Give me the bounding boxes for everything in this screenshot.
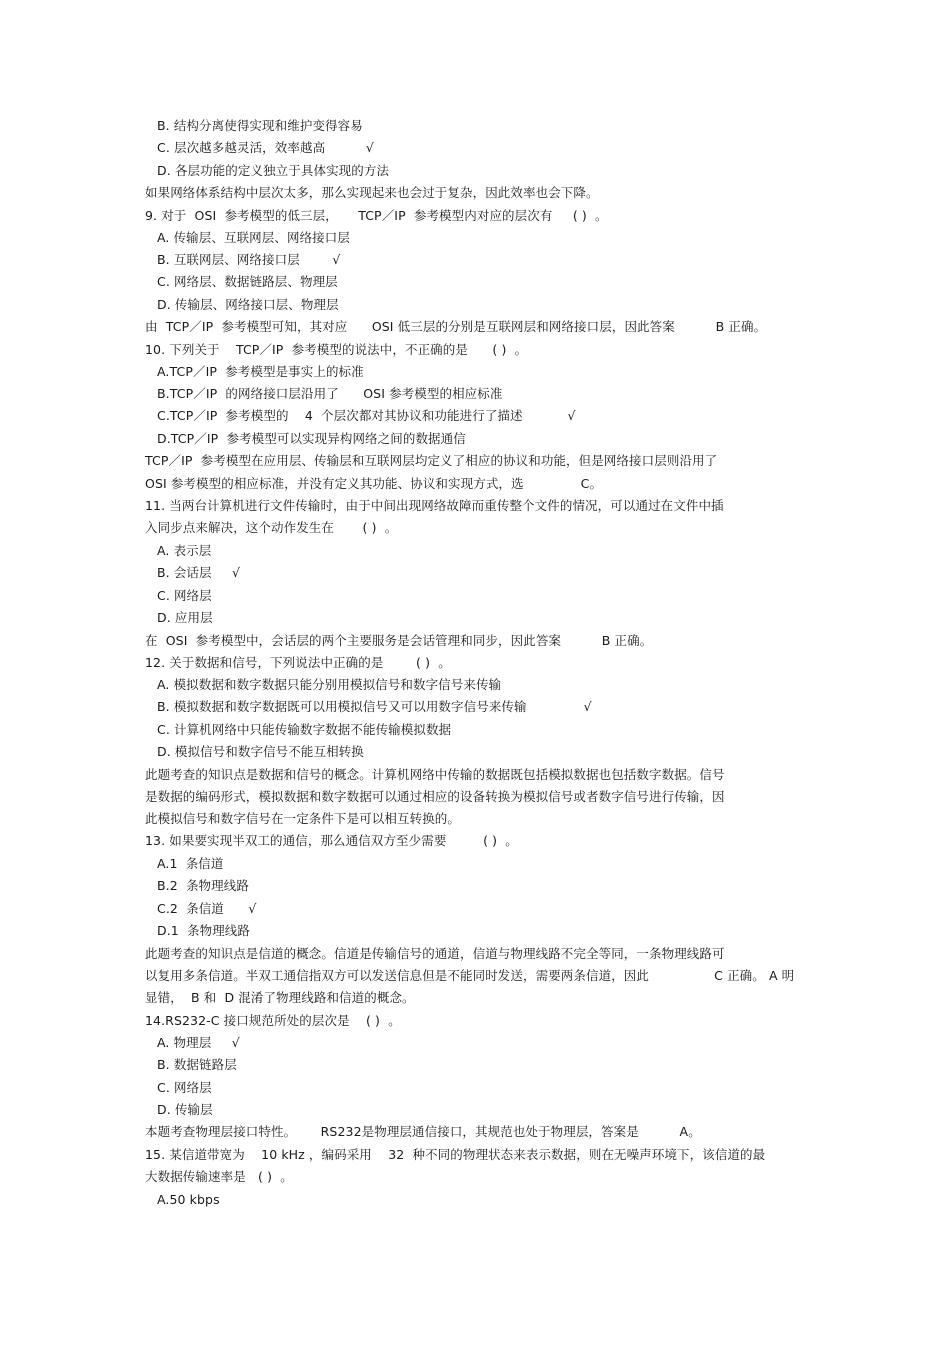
explanation-text: 是数据的编码形式，模拟数据和数字数据可以通过相应的设备转换为模拟信号或者数字信号进行传输，因 <box>145 789 725 804</box>
question-text: 12. 关于数据和信号，下列说法中正确的是 ( ) 。 <box>145 655 451 670</box>
explanation-text: 以复用多条信道。半双工通信指双方可以发送信息但是不能同时发送，需要两条信道，因此 C 正确。 A 明 <box>145 968 795 983</box>
question-text: 10. 下列关于 TCP／IP 参考模型的说法中，不正确的是 ( ) 。 <box>145 342 528 357</box>
question-text: 9. 对于 OSI 参考模型的低三层， TCP／IP 参考模型内对应的层次有 ( ) 。 <box>145 208 608 223</box>
answer-option: C.2 条信道 √ <box>157 901 257 916</box>
explanation-text: 本题考查物理层接口特性。 RS232是物理层通信接口，其规范也处于物理层，答案是 A。 <box>145 1124 701 1139</box>
question-text: 15. 某信道带宽为 10 kHz ，编码采用 32 种不同的物理状态来表示数据，则在无噪声环境下，该信道的最 <box>145 1147 766 1162</box>
answer-option: D. 各层功能的定义独立于具体实现的方法 <box>157 163 390 178</box>
explanation-text: TCP／IP 参考模型在应用层、传输层和互联网层均定义了相应的协议和功能，但是网络接口层则沿用了 <box>145 453 718 468</box>
question-text: 14.RS232-C 接口规范所处的层次是 ( ) 。 <box>145 1013 401 1028</box>
answer-option: D. 应用层 <box>157 610 213 625</box>
answer-option: C. 网络层 <box>157 588 212 603</box>
answer-option: C.TCP／IP 参考模型的 4 个层次都对其协议和功能进行了描述 √ <box>157 408 576 423</box>
answer-option: B. 模拟数据和数字数据既可以用模拟信号又可以用数字信号来传输 √ <box>157 699 592 714</box>
answer-option: A.50 kbps <box>157 1192 220 1207</box>
answer-option: B. 互联网层、网络接口层 √ <box>157 252 341 267</box>
answer-option: D. 模拟信号和数字信号不能互相转换 <box>157 744 364 759</box>
answer-option: A.1 条信道 <box>157 856 224 871</box>
explanation-text: 此题考查的知识点是信道的概念。信道是传输信号的通道，信道与物理线路不完全等同，一条物理线路可 <box>145 946 725 961</box>
answer-option: B.TCP／IP 的网络接口层沿用了 OSI 参考模型的相应标准 <box>157 386 503 401</box>
question-text: 11. 当两台计算机进行文件传输时，由于中间出现网络故障而重传整个文件的情况，可以通过在文件中插 <box>145 498 724 513</box>
answer-option: D.1 条物理线路 <box>157 923 250 938</box>
answer-option: B.2 条物理线路 <box>157 878 249 893</box>
explanation-text: 由 TCP／IP 参考模型可知，其对应 OSI 低三层的分别是互联网层和网络接口层，因此答案 B 正确。 <box>145 319 767 334</box>
answer-option: D.TCP／IP 参考模型可以实现异构网络之间的数据通信 <box>157 431 466 446</box>
question-text: 大数据传输速率是 ( ) 。 <box>145 1169 293 1184</box>
answer-option: A. 模拟数据和数字数据只能分别用模拟信号和数字信号来传输 <box>157 677 502 692</box>
answer-option: D. 传输层 <box>157 1102 213 1117</box>
answer-option: C. 网络层、数据链路层、物理层 <box>157 274 338 289</box>
explanation-text: OSI 参考模型的相应标准，并没有定义其功能、协议和实现方式，选 C。 <box>145 476 603 491</box>
explanation-text: 显错， B 和 D 混淆了物理线路和信道的概念。 <box>145 990 415 1005</box>
answer-option: A.TCP／IP 参考模型是事实上的标准 <box>157 364 364 379</box>
explanation-text: 此题考查的知识点是数据和信号的概念。计算机网络中传输的数据既包括模拟数据也包括数字数据。信号 <box>145 767 725 782</box>
question-text: 13. 如果要实现半双工的通信，那么通信双方至少需要 ( ) 。 <box>145 833 518 848</box>
answer-option: A. 表示层 <box>157 543 212 558</box>
explanation-text: 在 OSI 参考模型中，会话层的两个主要服务是会话管理和同步，因此答案 B 正确。 <box>145 633 653 648</box>
answer-option: D. 传输层、网络接口层、物理层 <box>157 297 339 312</box>
answer-option: C. 计算机网络中只能传输数字数据不能传输模拟数据 <box>157 722 452 737</box>
answer-option: A. 传输层、互联网层、网络接口层 <box>157 230 350 245</box>
answer-option: C. 层次越多越灵活，效率越高 √ <box>157 140 374 155</box>
answer-option: A. 物理层 √ <box>157 1035 240 1050</box>
answer-option: B. 结构分离使得实现和维护变得容易 <box>157 118 363 133</box>
explanation-text: 此模拟信号和数字信号在一定条件下是可以相互转换的。 <box>145 811 461 826</box>
answer-option: B. 数据链路层 <box>157 1057 237 1072</box>
answer-option: C. 网络层 <box>157 1080 212 1095</box>
question-text: 入同步点来解决，这个动作发生在 ( ) 。 <box>145 520 398 535</box>
explanation-text: 如果网络体系结构中层次太多，那么实现起来也会过于复杂，因此效率也会下降。 <box>145 185 599 200</box>
answer-option: B. 会话层 √ <box>157 565 241 580</box>
